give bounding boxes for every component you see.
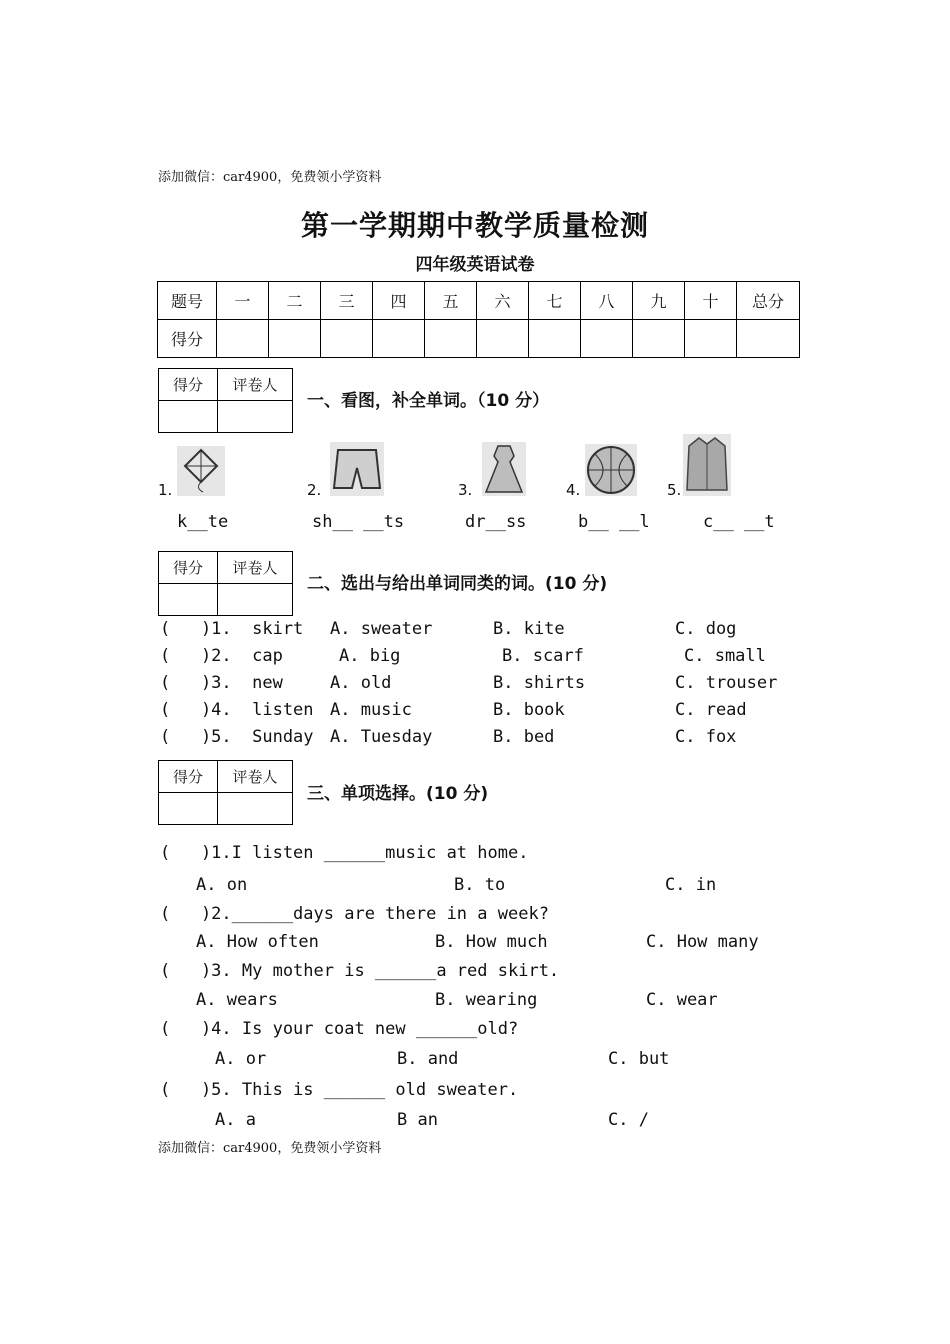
score-input-cell[interactable] (685, 320, 737, 358)
score-row-label: 得分 (158, 320, 217, 358)
s2-option[interactable]: B. scarf (502, 646, 584, 666)
score-input-cell[interactable] (581, 320, 633, 358)
s3-option[interactable]: C. but (608, 1049, 670, 1069)
shorts-icon (330, 442, 384, 496)
grader-score-cell[interactable] (159, 584, 218, 616)
fill-word[interactable]: k__te (177, 512, 229, 532)
s3-option[interactable]: C. / (608, 1110, 649, 1130)
fill-word[interactable]: b__ __l (578, 512, 650, 532)
score-input-cell[interactable] (737, 320, 800, 358)
score-header-cell: 一 (217, 282, 269, 320)
s3-option[interactable]: B. How much (435, 932, 548, 952)
grader-score-label: 得分 (159, 552, 218, 584)
page-subtitle: 四年级英语试卷 (415, 255, 535, 275)
score-header-cell: 题号 (158, 282, 217, 320)
s3-option[interactable]: C. wear (646, 990, 718, 1010)
header-note: 添加微信：car4900，免费领小学资料 (158, 170, 382, 185)
s2-question: ( )4. listen (160, 700, 314, 720)
grader-score-label: 得分 (159, 369, 218, 401)
s3-question: ( )1.I listen ______music at home. (160, 843, 529, 863)
score-header-cell: 四 (373, 282, 425, 320)
s2-option[interactable]: A. Tuesday (330, 727, 433, 747)
score-input-cell[interactable] (373, 320, 425, 358)
score-header-cell: 六 (477, 282, 529, 320)
s3-option[interactable]: A. How often (196, 932, 319, 952)
score-input-cell[interactable] (217, 320, 269, 358)
s3-option[interactable]: B an (397, 1110, 438, 1130)
s3-option[interactable]: C. in (665, 875, 717, 895)
score-input-cell[interactable] (321, 320, 373, 358)
grader-name-cell[interactable] (218, 401, 293, 433)
s3-option[interactable]: C. How many (646, 932, 759, 952)
s2-question: ( )3. new (160, 673, 283, 693)
s3-option[interactable]: B. to (454, 875, 506, 895)
grader-name-label: 评卷人 (218, 761, 293, 793)
s3-option[interactable]: A. a (215, 1110, 256, 1130)
s2-option[interactable]: C. fox (675, 727, 737, 747)
score-header-cell: 二 (269, 282, 321, 320)
s2-question: ( )2. cap (160, 646, 283, 666)
score-input-cell[interactable] (477, 320, 529, 358)
score-input-cell[interactable] (425, 320, 477, 358)
dress-icon (482, 442, 526, 496)
s3-option[interactable]: A. or (215, 1049, 267, 1069)
grader-table-1 (158, 368, 293, 433)
score-header-cell: 九 (633, 282, 685, 320)
item-number: 4. (566, 481, 581, 499)
s2-option[interactable]: A. old (330, 673, 392, 693)
score-header-cell: 十 (685, 282, 737, 320)
s2-option[interactable]: C. dog (675, 619, 737, 639)
s3-option[interactable]: A. on (196, 875, 248, 895)
score-header-cell: 七 (529, 282, 581, 320)
score-table (157, 281, 800, 358)
footer-note: 添加微信：car4900，免费领小学资料 (158, 1141, 382, 1156)
s2-option[interactable]: A. big (339, 646, 401, 666)
fill-word[interactable]: c__ __t (703, 512, 775, 532)
fill-word[interactable]: dr__ss (465, 512, 527, 532)
s2-option[interactable]: C. trouser (675, 673, 778, 693)
grader-table-3 (158, 760, 293, 825)
score-table-score-row (158, 320, 800, 358)
s2-option[interactable]: B. kite (493, 619, 565, 639)
s2-option[interactable]: B. bed (493, 727, 555, 747)
kite-icon (177, 446, 225, 496)
s2-option[interactable]: B. book (493, 700, 565, 720)
score-table-header-row (158, 282, 800, 320)
score-input-cell[interactable] (529, 320, 581, 358)
section3-heading: 三、单项选择。(10 分) (307, 784, 489, 804)
grader-name-cell[interactable] (218, 793, 293, 825)
s3-option[interactable]: B. wearing (435, 990, 538, 1010)
s2-option[interactable]: C. read (675, 700, 747, 720)
item-number: 3. (458, 481, 473, 499)
s2-option[interactable]: C. small (684, 646, 766, 666)
item-number: 2. (307, 481, 322, 499)
grader-name-label: 评卷人 (218, 369, 293, 401)
s3-option[interactable]: B. and (397, 1049, 459, 1069)
grader-score-cell[interactable] (159, 401, 218, 433)
fill-word[interactable]: sh__ __ts (312, 512, 405, 532)
ball-icon (585, 444, 637, 496)
item-number: 5. (667, 481, 682, 499)
grader-score-label: 得分 (159, 761, 218, 793)
score-header-cell: 八 (581, 282, 633, 320)
page-title: 第一学期期中教学质量检测 (300, 209, 649, 242)
s2-option[interactable]: B. shirts (493, 673, 586, 693)
grader-score-cell[interactable] (159, 793, 218, 825)
grader-table-2 (158, 551, 293, 616)
score-header-cell: 五 (425, 282, 477, 320)
s3-question: ( )3. My mother is ______a red skirt. (160, 961, 560, 981)
grader-name-cell[interactable] (218, 584, 293, 616)
coat-icon (683, 434, 731, 496)
s3-option[interactable]: A. wears (196, 990, 278, 1010)
score-input-cell[interactable] (269, 320, 321, 358)
s2-question: ( )1. skirt (160, 619, 304, 639)
s2-option[interactable]: A. music (330, 700, 412, 720)
score-input-cell[interactable] (633, 320, 685, 358)
s2-question: ( )5. Sunday (160, 727, 314, 747)
section1-heading: 一、看图，补全单词。（10 分） (307, 391, 550, 411)
s3-question: ( )4. Is your coat new ______old? (160, 1019, 519, 1039)
item-number: 1. (158, 481, 173, 499)
section2-heading: 二、选出与给出单词同类的词。(10 分) (307, 574, 608, 594)
grader-name-label: 评卷人 (218, 552, 293, 584)
score-header-cell: 三 (321, 282, 373, 320)
s3-question: ( )5. This is ______ old sweater. (160, 1080, 519, 1100)
score-header-cell: 总分 (737, 282, 800, 320)
s3-question: ( )2.______days are there in a week? (160, 904, 549, 924)
s2-option[interactable]: A. sweater (330, 619, 433, 639)
